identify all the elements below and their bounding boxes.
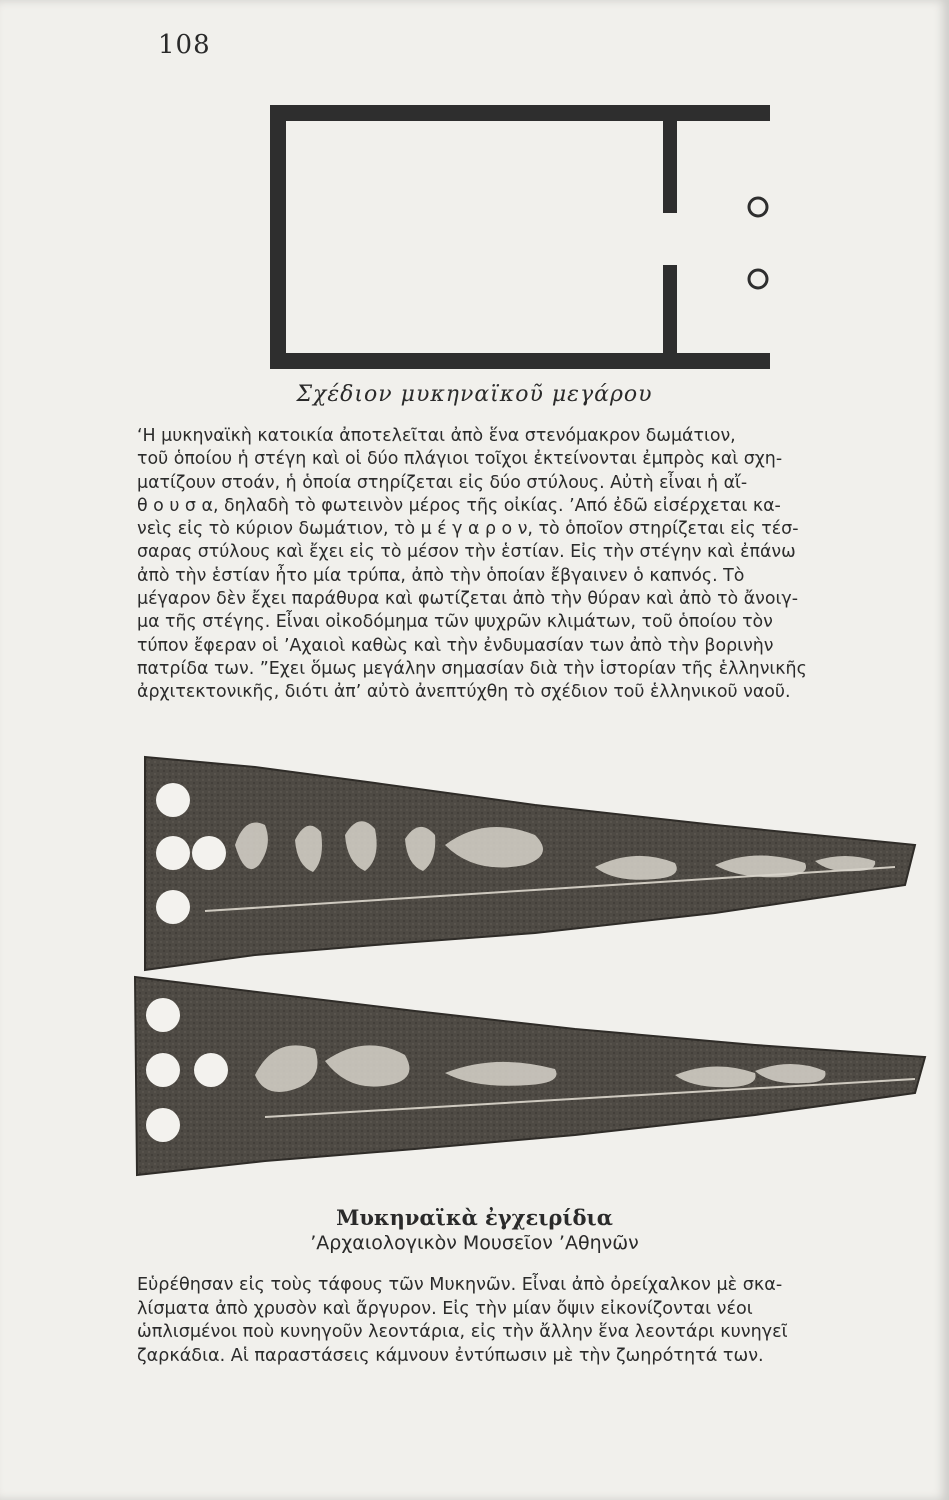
dagger-lower-rivet	[146, 1053, 180, 1087]
daggers-caption-museum: ’Αρχαιολογικὸν Μουσεῖον ’Αθηνῶν	[310, 1232, 639, 1254]
paragraph-line: τύπον ἔφεραν οἱ ’Αχαιοὶ καθὼς καὶ τὴν ἐνδυμασίαν των ἀπὸ τὴν βορινὴν	[137, 635, 774, 656]
paragraph-line: Εὑρέθησαν εἰς τοὺς τάφους τῶν Μυκηνῶν. Εἶναι ἀπὸ ὀρείχαλκον μὲ σκα-	[137, 1275, 783, 1295]
plan-wall-bottom	[270, 353, 770, 369]
paragraph-line: ὡπλισμένοι ποὺ κυνηγοῦν λεοντάρια, εἰς τὴν ἄλλην ἕνα λεοντάρι κυνηγεῖ	[137, 1322, 788, 1342]
paragraph-line: ‘Η μυκηναϊκὴ κατοικία ἀποτελεῖται ἀπὸ ἕνα στενόμακρον δωμάτιον,	[137, 426, 736, 446]
plan-door-jamb-lower	[663, 265, 677, 369]
paragraph-line: μέγαρον δὲν ἔχει παράθυρα καὶ φωτίζεται ἀπὸ τὴν θύραν καὶ ἀπὸ τὸ ἄνοιγ-	[137, 589, 798, 610]
paragraph-line: τοῦ ὁποίου ἡ στέγη καὶ οἱ δύο πλάγιοι τοῖχοι ἐκτείνονται ἐμπρὸς καὶ σχη-	[137, 449, 783, 470]
megaron-walls	[270, 105, 770, 369]
dagger-upper	[145, 757, 915, 970]
paragraph-line: ἀπὸ τὴν ἑστίαν ἦτο μία τρύπα, ἀπὸ τὴν ὁποίαν ἔβγαινεν ὁ καπνός. Τὸ	[137, 565, 745, 586]
daggers-photo	[115, 745, 930, 1185]
paragraph-line: θ ο υ σ α, δηλαδὴ τὸ φωτεινὸν μέρος τῆς οἰκίας. ’Από ἐδῶ εἰσέρχεται κα-	[137, 495, 781, 516]
paragraph-line: νεὶς εἰς τὸ κύριον δωμάτιον, τὸ μ έ γ α ρ ο ν, τὸ ὁποῖον στηρίζεται εἰς τέσ-	[137, 519, 799, 540]
dagger-upper-rivet	[156, 890, 190, 924]
paragraph-line: ἀρχιτεκτονικῆς, διότι ἀπ’ αὐτὸ ἀνεπτύχθη τὸ σχέδιον τοῦ ἑλληνικοῦ ναοῦ.	[137, 682, 791, 703]
megaron-paragraph	[137, 425, 913, 705]
dagger-upper-rivet	[156, 836, 190, 870]
dagger-upper-rivet	[192, 836, 226, 870]
plan-wall-top	[270, 105, 770, 121]
paragraph-line: μα τῆς στέγης. Εἶναι οἰκοδόμημα τῶν ψυχρῶν κλιμάτων, τοῦ ὁποίου τὸν	[137, 612, 773, 633]
plan-wall-left	[270, 105, 286, 369]
dagger-lower-rivet	[146, 998, 180, 1032]
dagger-upper-rivet	[156, 783, 190, 817]
paragraph-line: ματίζουν στοάν, ἡ ὁποία στηρίζεται εἰς δύο στύλους. Αὐτὴ εἶναι ἡ αἴ-	[137, 472, 748, 493]
page-number: 108	[158, 30, 211, 60]
plan-caption: Σχέδιον μυκηναϊκοῦ μεγάρου	[296, 382, 653, 407]
megaron-plan-figure	[260, 95, 800, 380]
paragraph-line: πατρίδα των. ”Εχει ὅμως μεγάλην σημασίαν διὰ τὴν ἱστορίαν τῆς ἑλληνικῆς	[137, 658, 807, 679]
dagger-lower	[135, 977, 925, 1175]
daggers-caption-title: Μυκηναϊκὰ ἐγχειρίδια	[336, 1205, 613, 1230]
plan-column-lower	[749, 270, 767, 288]
dagger-lower-rivet	[194, 1053, 228, 1087]
plan-column-upper	[749, 198, 767, 216]
plan-door-jamb-upper	[663, 105, 677, 213]
daggers-paragraph	[137, 1274, 913, 1368]
paragraph-line: σαρας στύλους καὶ ἔχει εἰς τὸ μέσον τὴν ἑστίαν. Εἰς τὴν στέγην καὶ ἐπάνω	[137, 542, 796, 563]
dagger-lower-rivet	[146, 1108, 180, 1142]
paragraph-line: λίσματα ἀπὸ χρυσὸν καὶ ἄργυρον. Εἰς τὴν μίαν ὄψιν εἰκονίζονται νέοι	[137, 1298, 753, 1319]
paragraph-line: ζαρκάδια. Αἱ παραστάσεις κάμνουν ἐντύπωσιν μὲ τὴν ζωηρότητά των.	[137, 1345, 764, 1366]
